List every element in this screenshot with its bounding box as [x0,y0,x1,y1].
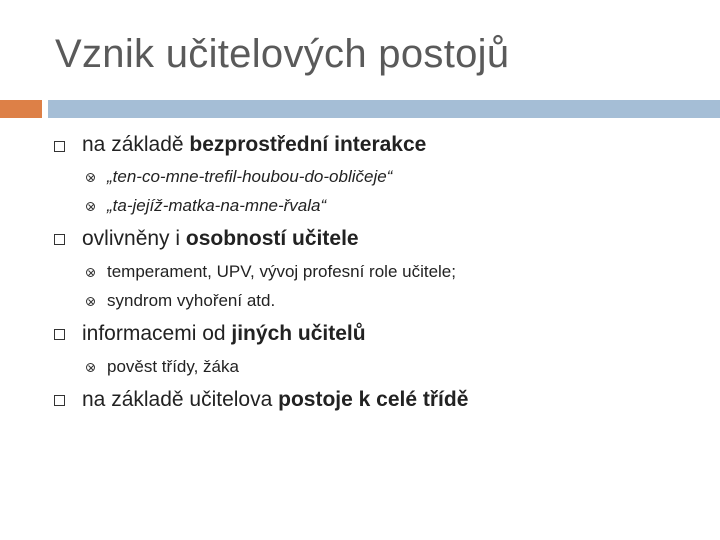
item-emphasis: jiných učitelů [231,322,366,345]
slide-title: Vznik učitelových postojů [55,32,510,76]
circle-x-bullet-icon [86,363,95,372]
item-emphasis: bezprostřední interakce [189,133,427,156]
list-item [82,132,426,158]
circle-x-bullet-icon [86,202,95,211]
item-text: ovlivněny i [82,227,186,250]
item-text: informacemi od [82,322,232,345]
sub-list-item: temperament, UPV, vývoj profesní role učitele; [107,262,456,281]
list-item [82,226,359,252]
circle-x-bullet-icon [86,268,95,277]
sub-list-item: „ta-jejíž-matka-na-mne-řvala“ [107,196,327,215]
sub-list-item: syndrom vyhoření atd. [107,291,276,310]
square-bullet-icon [54,329,65,340]
title-accent-bar [0,100,42,118]
circle-x-bullet-icon [86,297,95,306]
list-item [82,321,366,347]
list-item [82,387,468,413]
item-emphasis: postoje k celé třídě [278,388,469,411]
square-bullet-icon [54,395,65,406]
sub-list-item: pověst třídy, žáka [107,357,239,376]
title-divider-bar [48,100,720,118]
item-emphasis: osobností učitele [185,227,359,250]
square-bullet-icon [54,141,65,152]
item-text: na základě učitelova [82,388,279,411]
sub-list-item: „ten-co-mne-trefil-houbou-do-obličeje“ [107,167,393,186]
item-text: na základě [82,133,190,156]
circle-x-bullet-icon [86,173,95,182]
square-bullet-icon [54,234,65,245]
